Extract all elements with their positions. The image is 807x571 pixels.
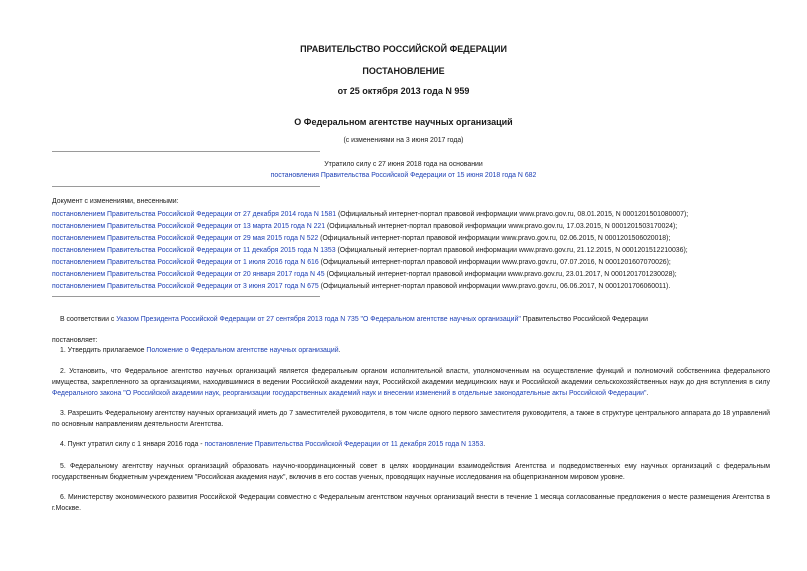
amendment-link[interactable]: постановлением Правительства Российской Федерации от 1 июля 2016 года N 616: [52, 259, 319, 266]
amendment-link[interactable]: постановлением Правительства Российской Федерации от 27 декабря 2014 года N 1581: [52, 211, 337, 218]
divider: [52, 151, 320, 152]
repeal-link[interactable]: постановления Правительства Российской Федерации от 15 июня 2018 года N 682: [270, 172, 537, 179]
federal-law-link[interactable]: Федерального закона "О Российской академии наук, реорганизации государственных академий наук и внесении изменений в отдельные законодательные акты Российской Федерации": [52, 390, 647, 397]
amendment-link[interactable]: постановлением Правительства Российской Федерации от 13 марта 2015 года N 221: [52, 223, 326, 230]
amendment-link[interactable]: постановлением Правительства Российской Федерации от 3 июня 2017 года N 675: [52, 283, 319, 290]
divider: [52, 186, 320, 187]
paragraph-4: 4. Пункт утратил силу с 1 января 2016 года - постановление Правительства Российской Федерации от 11 декабря 2015 года N 1353.: [60, 441, 486, 448]
paragraph-5: 5. Федеральному агентству научных организаций образовать научно-координационный совет в целях координации взаимодействия Агентства и подведомственных ему научных организаций с федеральным государственным бюджетным учреждением "Российская академия наук", включив в его состав ученых, проводящих научные исследования на общепризнанном мировом уровне.: [52, 463, 770, 481]
paragraph-3: 3. Разрешить Федеральному агентству научных организаций иметь до 7 заместителей руководителя, в том числе одного первого заместителя руководителя, а также в структуре центрального аппарата до 18 управлений по основным направлениям деятельности Агентства.: [52, 410, 770, 428]
document-title: О Федеральном агентстве научных организаций: [294, 117, 513, 127]
decree-link[interactable]: Указом Президента Российской Федерации от 27 сентября 2013 года N 735 "О Федеральном агентстве научных организаций": [116, 316, 521, 323]
amendment-item: постановлением Правительства Российской Федерации от 20 января 2017 года N 45 (Официальный интернет-портал правовой информации www.pravo.gov.ru, 23.01.2017, N 0001201701230028);: [52, 271, 677, 278]
amendment-link[interactable]: постановлением Правительства Российской Федерации от 11 декабря 2015 года N 1353: [52, 247, 336, 254]
decree-word: постановляет:: [52, 337, 98, 344]
amendment-item: постановлением Правительства Российской Федерации от 29 мая 2015 года N 522 (Официальный интернет-портал правовой информации www.pravo.gov.ru, 02.06.2015, N 0001201506020018);: [52, 235, 671, 242]
amendment-item: постановлением Правительства Российской Федерации от 27 декабря 2014 года N 1581 (Официальный интернет-портал правовой информации www.pravo.gov.ru, 08.01.2015, N 0001201501080007);: [52, 211, 689, 218]
divider: [52, 296, 320, 297]
document-type: ПОСТАНОВЛЕНИЕ: [362, 66, 445, 76]
amendment-item: постановлением Правительства Российской Федерации от 13 марта 2015 года N 221 (Официальный интернет-портал правовой информации www.pravo.gov.ru, 17.03.2015, N 0001201503170024);: [52, 223, 678, 230]
repeal-decree-link[interactable]: постановление Правительства Российской Федерации от 11 декабря 2015 года N 1353: [204, 441, 484, 448]
amendments-heading: Документ с изменениями, внесенными:: [52, 198, 179, 205]
amendment-item: постановлением Правительства Российской Федерации от 1 июля 2016 года N 616 (Официальный интернет-портал правовой информации www.pravo.gov.ru, 07.07.2016, N 0001201607070026);: [52, 259, 671, 266]
preamble: В соответствии с Указом Президента Российской Федерации от 27 сентября 2013 года N 735 "О Федеральном агентстве научных организаций" Правительство Российской Федерации: [60, 316, 648, 323]
document-date-number: от 25 октября 2013 года N 959: [337, 86, 470, 96]
amendment-item: постановлением Правительства Российской Федерации от 11 декабря 2015 года N 1353 (Официальный интернет-портал правовой информации www.pravo.gov.ru, 21.12.2015, N 0001201512210036);: [52, 247, 688, 254]
changes-note: (с изменениями на 3 июня 2017 года): [343, 137, 464, 144]
amendment-link[interactable]: постановлением Правительства Российской Федерации от 20 января 2017 года N 45: [52, 271, 325, 278]
government-heading: ПРАВИТЕЛЬСТВО РОССИЙСКОЙ ФЕДЕРАЦИИ: [300, 44, 507, 54]
paragraph-1: 1. Утвердить прилагаемое Положение о Федеральном агентстве научных организаций.: [60, 347, 341, 354]
repeal-note: Утратило силу с 27 июня 2018 года на основании: [324, 161, 483, 168]
paragraph-6: 6. Министерству экономического развития Российской Федерации совместно с Федеральным агентством научных организаций внести в течение 1 месяца согласованные предложения о месте размещения Агентства в г.Москве.: [52, 494, 770, 512]
paragraph-2: 2. Установить, что Федеральное агентство научных организаций является федеральным органом исполнительной власти, уполномоченным на осуществление функций и полномочий собственника федерального имущества, закрепленного за организациями, находившимися в ведении Российской академии наук, Российской академии медицинских наук и Российской академии сельскохозяйственных наук до дня вступления в силу Федерального закона "О Российской академии наук, реорганизации государственных академий наук и внесении изменений в отдельные законодательные акты Российской Федерации".: [52, 368, 770, 397]
regulation-link[interactable]: Положение о Федеральном агентстве научных организаций: [146, 347, 339, 354]
amendment-item: постановлением Правительства Российской Федерации от 3 июня 2017 года N 675 (Официальный интернет-портал правовой информации www.pravo.gov.ru, 06.06.2017, N 0001201706060011).: [52, 283, 671, 290]
amendment-link[interactable]: постановлением Правительства Российской Федерации от 29 мая 2015 года N 522: [52, 235, 319, 242]
